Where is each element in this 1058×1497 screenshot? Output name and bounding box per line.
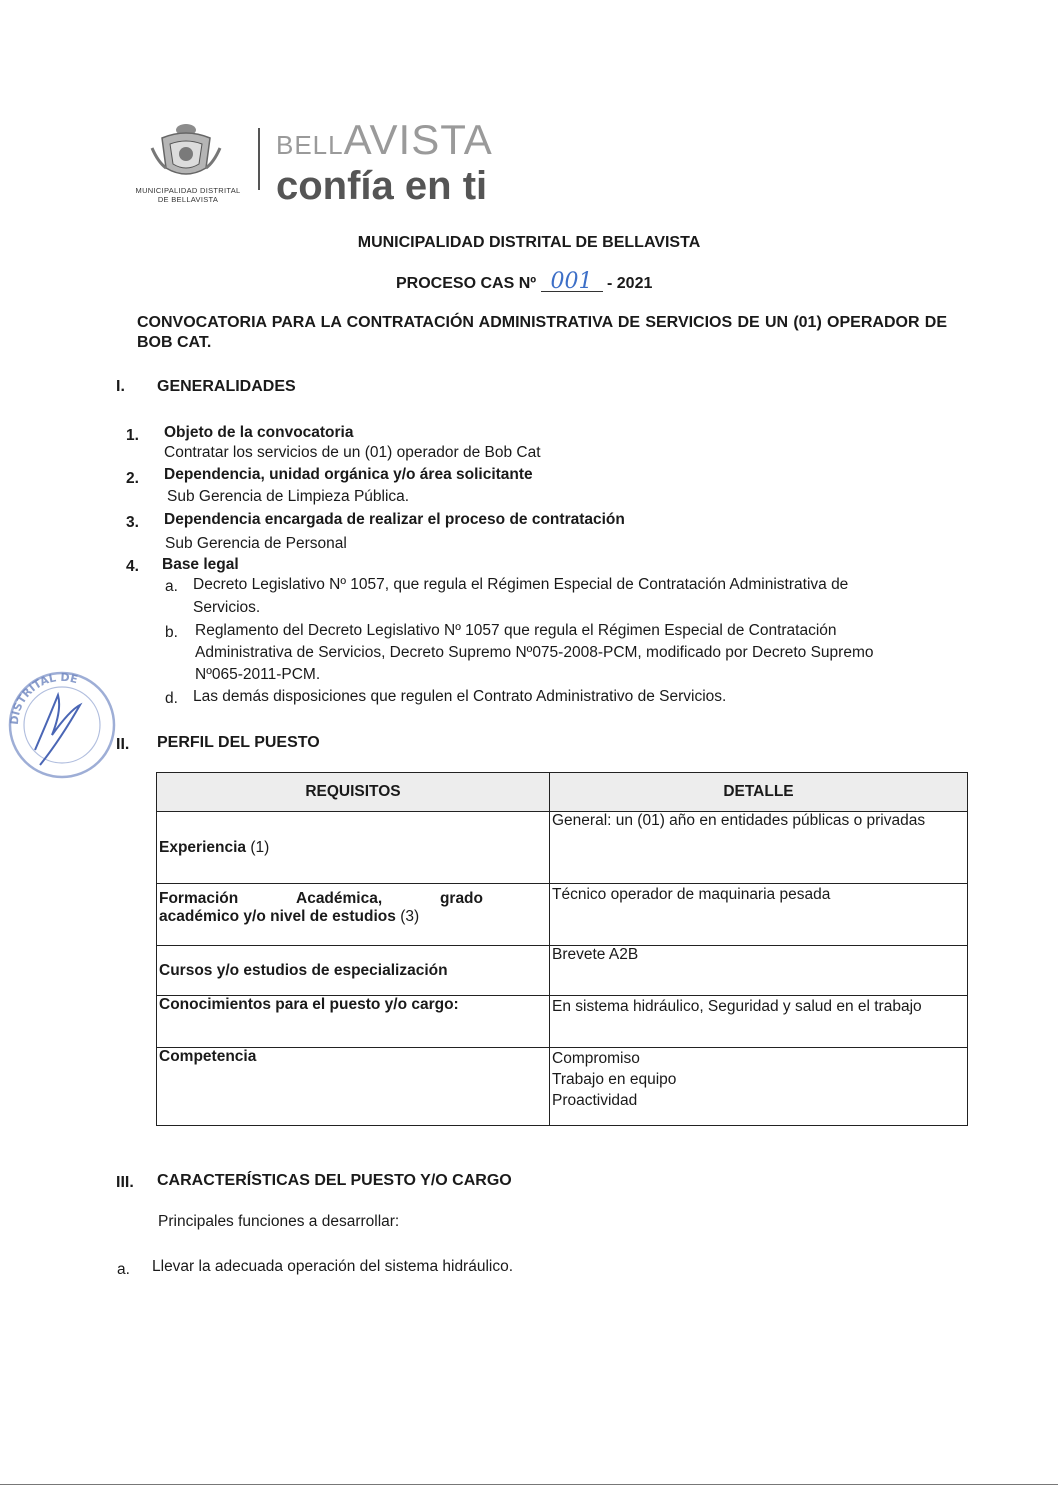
requisito-cell [157,884,550,946]
perfil-table [156,772,968,1126]
detalle-line: En sistema hidráulico, Seguridad y salud en el trabajo [552,998,922,1015]
logo-divider [258,128,260,190]
requisito-label: Cursos y/o estudios de especialización [159,961,448,979]
table-row [157,812,968,884]
detalle-line: Trabajo en equipo [552,1071,677,1088]
col-header-requisitos: REQUISITOS [157,773,550,812]
legal-text: Servicios. [193,599,261,616]
table-row [157,996,968,1048]
item-number: 4. [126,558,139,575]
caption-line: DE BELLAVISTA [157,195,219,204]
requisito-label: Conocimientos para el puesto y/o cargo: [159,996,459,1013]
section-title: PERFIL DEL PUESTO [157,734,320,751]
section-number: III. [116,1174,134,1191]
detalle-cell [550,1048,968,1126]
legal-letter: d. [165,690,178,707]
requisito-label: Competencia [159,1048,257,1065]
municipal-seal-logo [148,118,224,182]
detalle-line: Proactividad [552,1092,638,1109]
legal-text: Nº065-2011-PCM. [195,666,321,683]
function-letter: a. [117,1261,130,1278]
legal-text: Decreto Legislativo Nº 1057, que regula el Régimen Especial de Contratación Administrativa de [193,576,849,593]
item-number: 2. [126,470,139,487]
caption-line: MUNICIPALIDAD DISTRITAL [135,186,241,195]
col-header-detalle: DETALLE [550,773,968,812]
process-prefix: PROCESO CAS Nº [396,275,537,292]
table-row [157,1048,968,1126]
item-heading: Objeto de la convocatoria [164,424,354,441]
requisito-label: académico y/o nivel de estudios [159,908,396,925]
item-number: 1. [126,427,139,444]
requisito-word: Formación [159,890,239,907]
detalle-cell [550,946,968,996]
requisito-note: (1) [246,838,270,856]
process-suffix: - 2021 [607,275,653,292]
svg-text:DISTRITAL DE [8,671,79,726]
section-title: CARACTERÍSTICAS DEL PUESTO Y/O CARGO [157,1172,512,1189]
item-heading: Dependencia, unidad orgánica y/o área solicitante [164,466,533,483]
brand-wordmark [276,116,493,208]
item-text: Sub Gerencia de Personal [165,535,347,552]
legal-letter: a. [165,578,178,595]
function-text: Llevar la adecuada operación del sistema hidráulico. [152,1258,514,1275]
detalle-line: General: un (01) año en entidades públicas o privadas [552,812,926,829]
table-row [157,946,968,996]
detalle-line: Compromiso [552,1050,640,1067]
legal-text: Las demás disposiciones que regulen el Contrato Administrativo de Servicios. [193,688,727,705]
requisito-cell [157,812,550,884]
detalle-cell [550,812,968,884]
item-heading: Dependencia encargada de realizar el proceso de contratación [164,511,625,528]
item-text: Sub Gerencia de Limpieza Pública. [167,488,410,505]
municipality-caption [118,186,258,204]
official-stamp [0,655,118,780]
detalle-cell [550,996,968,1048]
brand-slogan: confía en ti [276,164,488,208]
brand-top-a: BELL [276,130,344,160]
legal-text: Administrativa de Servicios, Decreto Supremo Nº075-2008-PCM, modificado por Decreto Supremo [195,644,874,661]
requisito-cell [157,1048,550,1126]
detalle-cell [550,884,968,946]
requisito-note: (3) [395,908,420,925]
brand-top-b: AVISTA [343,116,493,163]
item-heading: Base legal [162,556,239,573]
requisito-word: Académica, [296,890,383,907]
detalle-line: Técnico operador de maquinaria pesada [552,886,831,903]
section-title: GENERALIDADES [157,378,296,395]
table-header-row [157,773,968,812]
detalle-line: Brevete A2B [552,946,639,963]
scan-edge-line [0,1484,1058,1485]
legal-letter: b. [165,624,178,641]
legal-text: Reglamento del Decreto Legislativo Nº 1057 que regula el Régimen Especial de Contratación [195,622,837,639]
item-text: Contratar los servicios de un (01) operador de Bob Cat [164,444,541,461]
process-number-line [396,269,653,294]
section-number: II. [116,736,130,753]
document-title: MUNICIPALIDAD DISTRITAL DE BELLAVISTA [357,234,701,251]
stamp-text: DISTRITAL DE [7,670,80,726]
section-number: I. [116,378,125,395]
requisito-word: grado [439,890,483,907]
process-number-handwritten: 001 [541,273,603,292]
convocatoria-title: CONVOCATORIA PARA LA CONTRATACIÓN ADMINISTRATIVA DE SERVICIOS DE UN (01) OPERADOR DE BOB CAT. [137,314,947,351]
item-number: 3. [126,514,139,531]
requisito-cell [157,946,550,996]
section-intro: Principales funciones a desarrollar: [158,1213,400,1230]
requisito-cell [157,996,550,1048]
requisito-label: Experiencia [159,838,247,856]
table-row [157,884,968,946]
